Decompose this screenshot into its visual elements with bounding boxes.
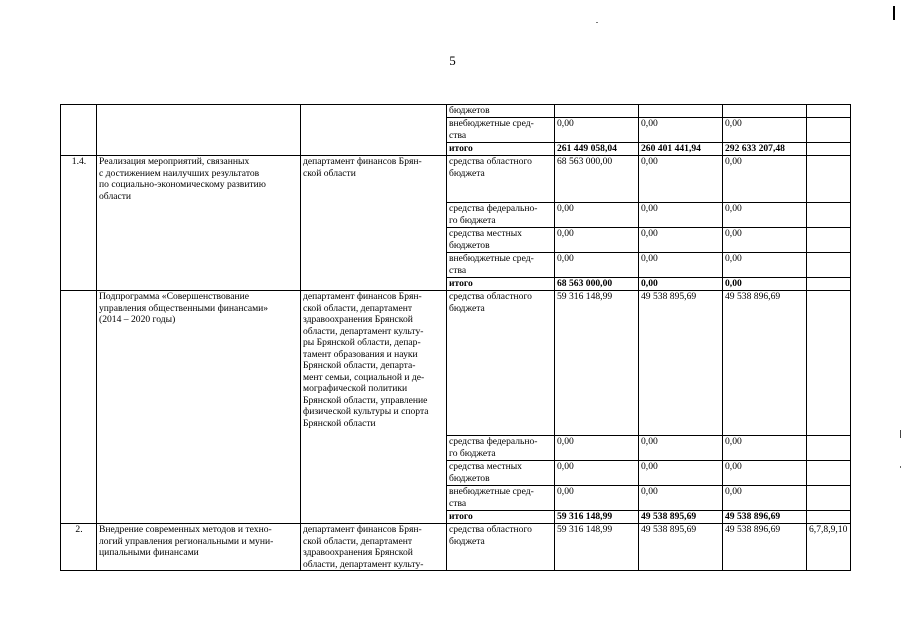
code-cell: 2. [61, 524, 97, 571]
amount-2016: 49 538 896,69 [723, 524, 807, 571]
source-cell: итого [447, 511, 555, 524]
indicators-cell [807, 511, 851, 524]
amount-2014: 0,00 [555, 253, 639, 278]
indicators-cell [807, 203, 851, 228]
amount-2016: 49 538 896,69 [723, 291, 807, 436]
source-cell: средства областного бюджета [447, 156, 555, 203]
source-cell: средства федерально- го бюджета [447, 203, 555, 228]
amount-2014: 261 449 058,04 [555, 143, 639, 156]
indicators-cell [807, 105, 851, 118]
source-cell: внебюджетные сред- ства [447, 253, 555, 278]
source-cell: итого [447, 143, 555, 156]
amount-2014: 0,00 [555, 118, 639, 143]
code-cell [61, 105, 97, 156]
amount-2015: 0,00 [639, 278, 723, 291]
amount-2015: 260 401 441,94 [639, 143, 723, 156]
amount-2014: 0,00 [555, 461, 639, 486]
name-cell [97, 105, 301, 156]
indicators-cell [807, 156, 851, 203]
amount-2016: 0,00 [723, 156, 807, 203]
amount-2016: 0,00 [723, 228, 807, 253]
amount-2016: 0,00 [723, 118, 807, 143]
amount-2016: 0,00 [723, 253, 807, 278]
table-row [61, 156, 851, 203]
amount-2016: 0,00 [723, 436, 807, 461]
table-row [61, 291, 851, 436]
source-cell: итого [447, 278, 555, 291]
page-number: 5 [449, 53, 456, 68]
table-row [61, 524, 851, 571]
amount-2016: 292 633 207,48 [723, 143, 807, 156]
indicators-cell [807, 278, 851, 291]
amount-2014: 0,00 [555, 228, 639, 253]
amount-2016: 0,00 [723, 278, 807, 291]
source-cell: средства федерально- го бюджета [447, 436, 555, 461]
amount-2016: 0,00 [723, 486, 807, 511]
amount-2015: 0,00 [639, 118, 723, 143]
amount-2015: 49 538 895,69 [639, 524, 723, 571]
amount-2014: 59 316 148,99 [555, 511, 639, 524]
amount-2014: 68 563 000,00 [555, 278, 639, 291]
scan-edge-mark [900, 430, 901, 438]
source-cell: средства областного бюджета [447, 524, 555, 571]
amount-2015: 0,00 [639, 203, 723, 228]
name-cell: Подпрограмма «Совершенствование управления общественными финансами» (2014 – 2020 годы) [97, 291, 301, 524]
amount-2015: 0,00 [639, 253, 723, 278]
responsible-cell: департамент финансов Брян- ской области [301, 156, 447, 291]
name-cell: Реализация мероприятий, связанных с достижением наилучших результатов по социально-экономическому развитию области [97, 156, 301, 291]
amount-2016: 0,00 [723, 203, 807, 228]
responsible-cell: департамент финансов Брян- ской области, департамент здравоохранения Брянской области, департамент культу- ры Брянской области, депар- тамент образования и науки Брянской области, департа- мент семьи, социальной и де- мографической политики Брянской области, управление физической культуры и спорта Брянской области [301, 291, 447, 524]
indicators-cell [807, 486, 851, 511]
amount-2015: 0,00 [639, 436, 723, 461]
source-cell: внебюджетные сред- ства [447, 486, 555, 511]
amount-2014: 0,00 [555, 436, 639, 461]
amount-2015: 0,00 [639, 486, 723, 511]
scan-edge-mark [900, 466, 901, 468]
indicators-cell [807, 118, 851, 143]
amount-2014: 68 563 000,00 [555, 156, 639, 203]
scan-edge-mark [893, 6, 895, 20]
amount-2015: 49 538 895,69 [639, 511, 723, 524]
amount-2015: 0,00 [639, 156, 723, 203]
code-cell: 1.4. [61, 156, 97, 291]
responsible-cell: департамент финансов Брян- ской области, департамент здравоохранения Брянской области, департамент культу- [301, 524, 447, 571]
amount-2015: 0,00 [639, 461, 723, 486]
amount-2016: 49 538 896,69 [723, 511, 807, 524]
amount-2016: 0,00 [723, 461, 807, 486]
source-cell: внебюджетные сред- ства [447, 118, 555, 143]
indicators-cell [807, 143, 851, 156]
budget-table [60, 104, 851, 571]
amount-2014: 0,00 [555, 486, 639, 511]
amount-2014: 59 316 148,99 [555, 291, 639, 436]
amount-2015: 0,00 [639, 228, 723, 253]
amount-2015 [639, 105, 723, 118]
table-row [61, 105, 851, 118]
source-cell: средства областного бюджета [447, 291, 555, 436]
source-cell: бюджетов [447, 105, 555, 118]
amount-2016 [723, 105, 807, 118]
responsible-cell [301, 105, 447, 156]
indicators-cell: 6,7,8,9,10 [807, 524, 851, 571]
name-cell: Внедрение современных методов и техно- логий управления региональными и муни- ципальными финансами [97, 524, 301, 571]
amount-2014 [555, 105, 639, 118]
amount-2014: 59 316 148,99 [555, 524, 639, 571]
indicators-cell [807, 461, 851, 486]
scan-speck [596, 22, 598, 23]
indicators-cell [807, 291, 851, 436]
amount-2015: 49 538 895,69 [639, 291, 723, 436]
indicators-cell [807, 436, 851, 461]
source-cell: средства местных бюджетов [447, 461, 555, 486]
amount-2014: 0,00 [555, 203, 639, 228]
source-cell: средства местных бюджетов [447, 228, 555, 253]
indicators-cell [807, 228, 851, 253]
code-cell [61, 291, 97, 524]
indicators-cell [807, 253, 851, 278]
